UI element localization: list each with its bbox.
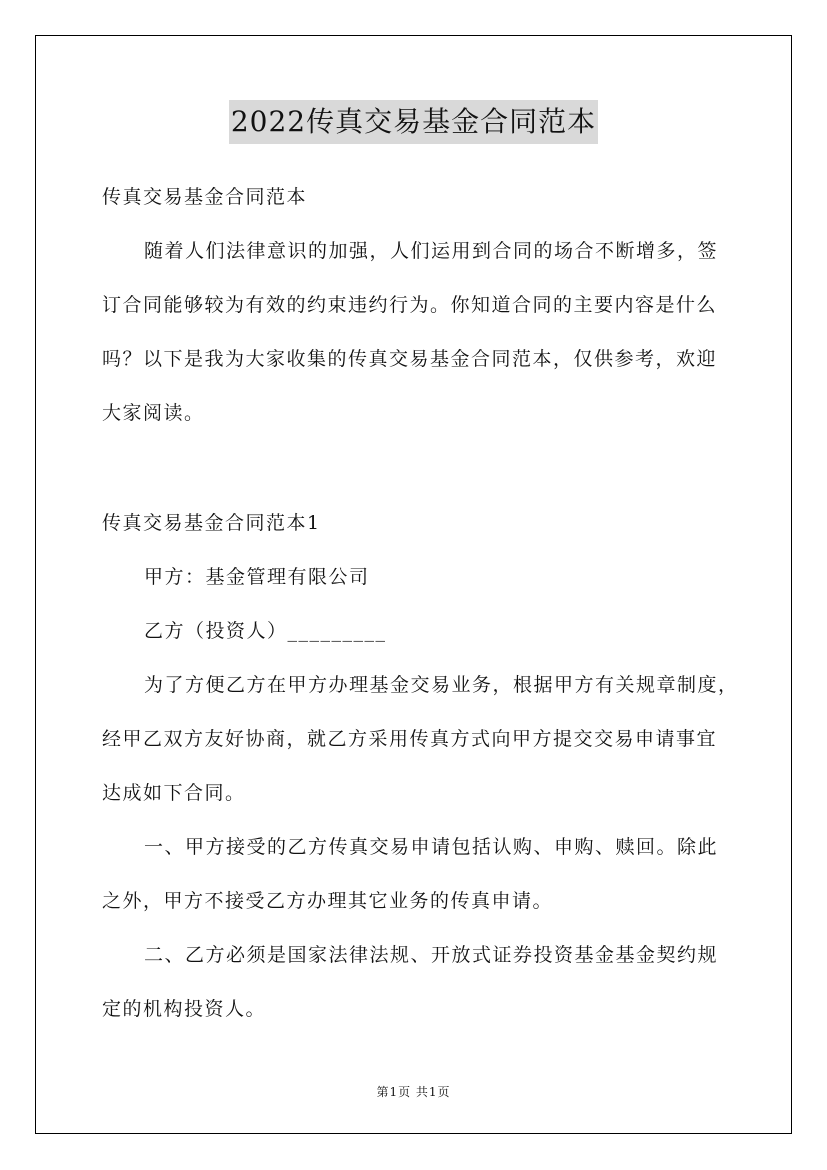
clause-2-line-1: 二、乙方必须是国家法律法规、开放式证券投资基金基金契约规 — [144, 944, 719, 966]
clause-1-line-1: 一、甲方接受的乙方传真交易申请包括认购、申购、赎回。除此 — [144, 836, 719, 858]
intro-paragraph-line-4: 大家阅读。 — [102, 402, 205, 424]
subtitle-line: 传真交易基金合同范本 — [102, 186, 308, 208]
intro-paragraph-line-2: 订合同能够较为有效的约束违约行为。你知道合同的主要内容是什么 — [102, 294, 718, 316]
clause-2-line-2: 定的机构投资人。 — [102, 998, 267, 1020]
clause-1-line-2: 之外，甲方不接受乙方办理其它业务的传真申请。 — [102, 890, 554, 912]
party-b-line: 乙方（投资人）_________ — [144, 620, 387, 642]
purpose-paragraph-line-2: 经甲乙双方友好协商，就乙方采用传真方式向甲方提交交易申请事宜 — [102, 728, 718, 750]
document-title: 2022传真交易基金合同范本 — [229, 100, 598, 144]
intro-paragraph-line-1: 随着人们法律意识的加强，人们运用到合同的场合不断增多，签 — [144, 240, 719, 262]
title-container — [0, 100, 827, 144]
section-heading: 传真交易基金合同范本1 — [102, 512, 321, 534]
purpose-paragraph-line-1: 为了方便乙方在甲方办理基金交易业务，根据甲方有关规章制度， — [144, 674, 739, 696]
intro-paragraph-line-3: 吗？以下是我为大家收集的传真交易基金合同范本，仅供参考，欢迎 — [102, 348, 718, 370]
page-footer: 第1页 共1页 — [376, 1085, 451, 1099]
purpose-paragraph-line-3: 达成如下合同。 — [102, 782, 246, 804]
party-a-line: 甲方：基金管理有限公司 — [144, 566, 370, 588]
